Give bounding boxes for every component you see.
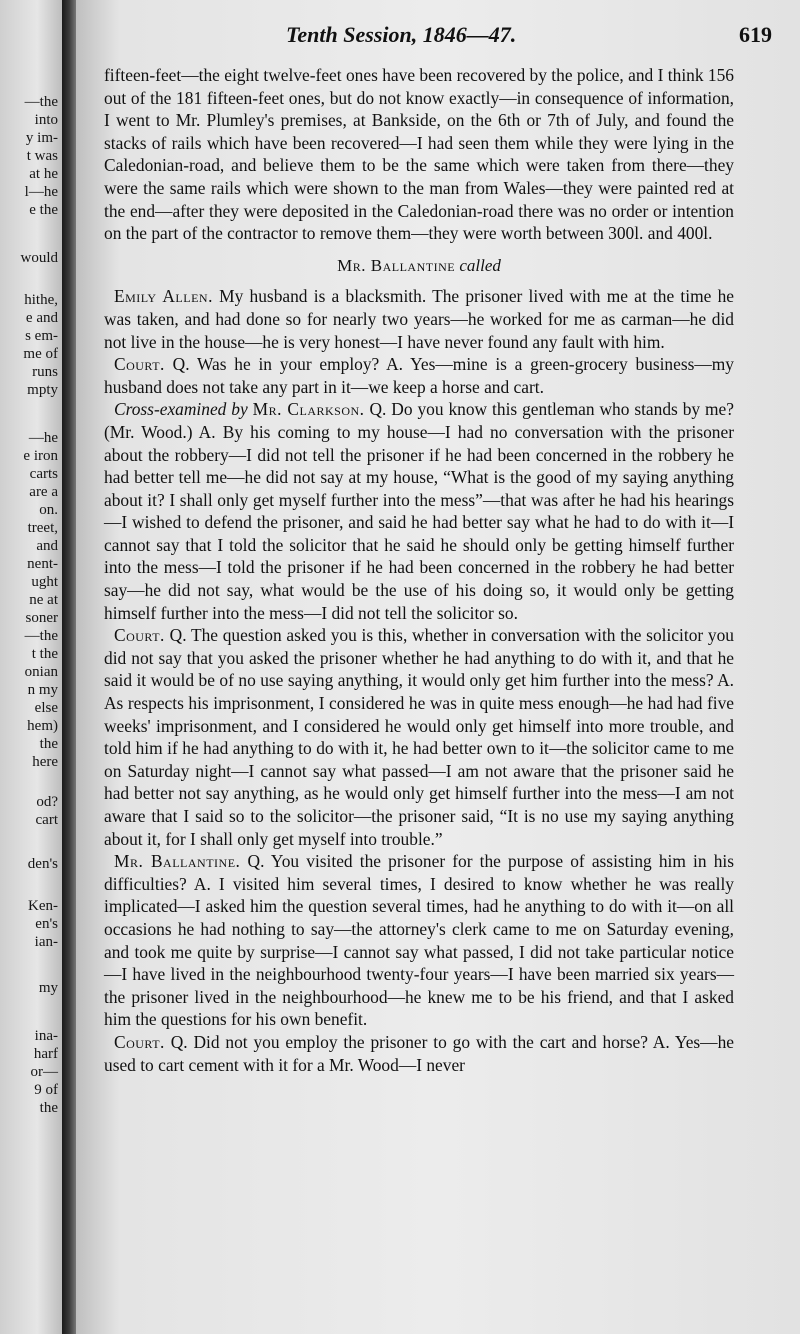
facing-page-fragment: the [39,736,58,752]
paragraph-prefix: Cross-examined by [114,399,248,420]
facing-page-fragment: at he [29,166,58,182]
facing-page-fragment: me of [23,346,58,362]
facing-page-fragment: t the [31,646,58,662]
facing-page-fragment: e iron [23,448,58,464]
facing-page-fragment: nent- [27,556,58,572]
opening-paragraph: fifteen-feet—the eight twelve-feet ones have been recovered by the police, and I think 156 out of the 181 fifteen-feet ones, but do not know exactly—in consequence of information, I went to Mr. Plumley's premises, at Bankside, on the 6th or 7th of July, and found the stacks of rails which have been recovered—I had seen them while they were lying in the Caledonian-road, and believe them to be the same which were taken from there—they were the same rails which were shown to the man from Wales—they were painted red at the end—after they were deposited in the Caledonian-road there was no order or intention on the part of the contractor to remove them—they were worth between 300l. and 400l. [104,65,734,244]
facing-page-fragment: soner [25,610,58,626]
facing-page-fragment: 9 of [34,1082,58,1098]
section-heading-called: called [459,255,501,275]
paragraph-text: Q. You visited the prisoner for the purpose of assisting him in his difficulties? A. I visited him several times, I desired to know whether he was really implicated—I asked him the question several times, had he anything to do with it—on all occasions he had nothing to say—the attorney's clerk came to me on Saturday evening, and took me quite by surprise—I cannot say what passed, I did not take particular notice—I have lived in the neighbourhood twenty-four years—I have been married six years—the prisoner lived in the neighbourhood—he knew me to be his friend, and that I asked him the questions for his own benefit. [104,851,734,1030]
facing-page-fragment: en's [35,916,58,932]
facing-page-fragment: l—he [24,184,58,200]
paragraph-text: Q. The question asked you is this, whether in conversation with the solicitor you did not say that you asked the prisoner whether he had anything to do with it, and that he said it would be of no use saying anything, it would only get him further into the mess? A. As respects his imprisonment, I considered he was in quite mess enough—he had had five weeks' imprisonment, and I considered he would only get himself into more trouble, and told him if he had anything to do with it, he had better own to it—the solicitor came to me on Saturday night—I cannot say what passed—I am not aware that the prisoner said he had better not say anything, as he would only get himself further into the mess—I am not aware that I said so to the solicitor—the prisoner said, “It is no use my saying anything about it, for I shall only get myself into trouble.” [104,625,734,849]
paragraph-text: Q. Did not you employ the prisoner to go with the cart and horse? A. Yes—he used to cart cement with it for a Mr. Wood—I never [104,1031,734,1075]
facing-page-fragment: carts [29,466,58,482]
facing-page-fragment: —he [28,430,58,446]
section-heading [104,255,734,278]
speaker-name: Emily Allen. [114,286,213,307]
testimony-paragraph [104,624,734,850]
speaker-name: Court. [114,1031,165,1052]
speaker-name: Court. [114,625,165,646]
running-head-title: Tenth Session, 1846—47. [286,22,517,47]
facing-page-fragment: hem) [27,718,58,734]
facing-page-fragment: Ken- [28,898,58,914]
running-head [76,22,800,52]
testimony-paragraph [104,285,734,353]
book-gutter [62,0,76,1334]
speaker-name: Mr. Clarkson. [252,399,365,420]
facing-page-fragment: and [36,538,58,554]
testimony-paragraph [104,850,734,1031]
facing-page-fragment: else [34,700,58,716]
facing-page-fragment: into [34,112,58,128]
facing-page-fragment: treet, [27,520,58,536]
speaker-name: Court. [114,354,165,375]
paragraph-text: Q. Was he in your employ? A. Yes—mine is a green-grocery business—my husband does not take any part in it—we keep a horse and cart. [104,354,734,397]
facing-page-fragment: mpty [27,382,58,398]
page-text [104,64,734,1076]
facing-page-fragment: would [20,250,58,266]
testimony-paragraph [104,353,734,398]
facing-page-fragment: t was [26,148,58,164]
speaker-name: Mr. Ballantine. [114,851,241,872]
facing-page-fragment: ne at [29,592,58,608]
facing-page-fragment: onian [24,664,58,680]
section-heading-name: Mr. Ballantine [337,255,456,275]
facing-page-fragment: runs [32,364,58,380]
paragraph-text: My husband is a blacksmith. The prisoner lived with me at the time he was taken, and had done so for nearly two years—he worked for me as carman—he did not live in the house—he is very honest—I have never found any fault with him. [104,286,734,352]
facing-page-fragment: or— [30,1064,58,1080]
facing-page-fragment: e and [25,310,58,326]
facing-page-fragment: y im- [25,130,58,146]
facing-page-edge [0,0,62,1334]
facing-page-fragment: —the [24,94,58,110]
facing-page-fragment: are a [29,484,58,500]
facing-page-fragment: here [32,754,58,770]
facing-page-fragment: my [38,980,58,996]
testimony-paragraphs [104,285,734,1076]
facing-page-fragment: ught [31,574,58,590]
facing-page-fragment: hithe, [24,292,58,308]
facing-page-fragment: s em- [25,328,58,344]
facing-page-fragment: ina- [34,1028,58,1044]
paragraph-text: Q. Do you know this gentleman who stands by me? (Mr. Wood.) A. By his coming to my house—I had no conversation with the prisoner about the robbery—I did not tell the prisoner if he had been concerned in the robbery he had better tell me—he did not say at my house, “What is the good of my saying anything about it? I shall only get myself further into the mess”—that was after he had his hearings—I wished to defend the prisoner, and said he had better say what he had to do with it—I cannot say that I told the solicitor that he said he should only be getting himself further into the mess—I told the prisoner if he had been concerned in the robbery he had better say—he did not say, what would be the use of his doing so, it would only be getting himself further into the mess—I did not tell the solicitor so. [104,399,734,623]
facing-page-fragment: —the [24,628,58,644]
book-page [76,0,800,1334]
facing-page-fragment: n my [27,682,58,698]
facing-page-fragment: e the [29,202,58,218]
facing-page-fragment: cart [35,812,58,828]
facing-page-fragment: on. [39,502,58,518]
facing-page-fragment: od? [36,794,58,810]
facing-page-fragment: ian- [34,934,58,950]
facing-page-fragment: harf [33,1046,58,1062]
testimony-paragraph [104,398,734,624]
facing-page-fragment: den's [27,856,58,872]
page-number: 619 [739,22,772,47]
testimony-paragraph [104,1031,734,1076]
facing-page-fragment: the [39,1100,58,1116]
